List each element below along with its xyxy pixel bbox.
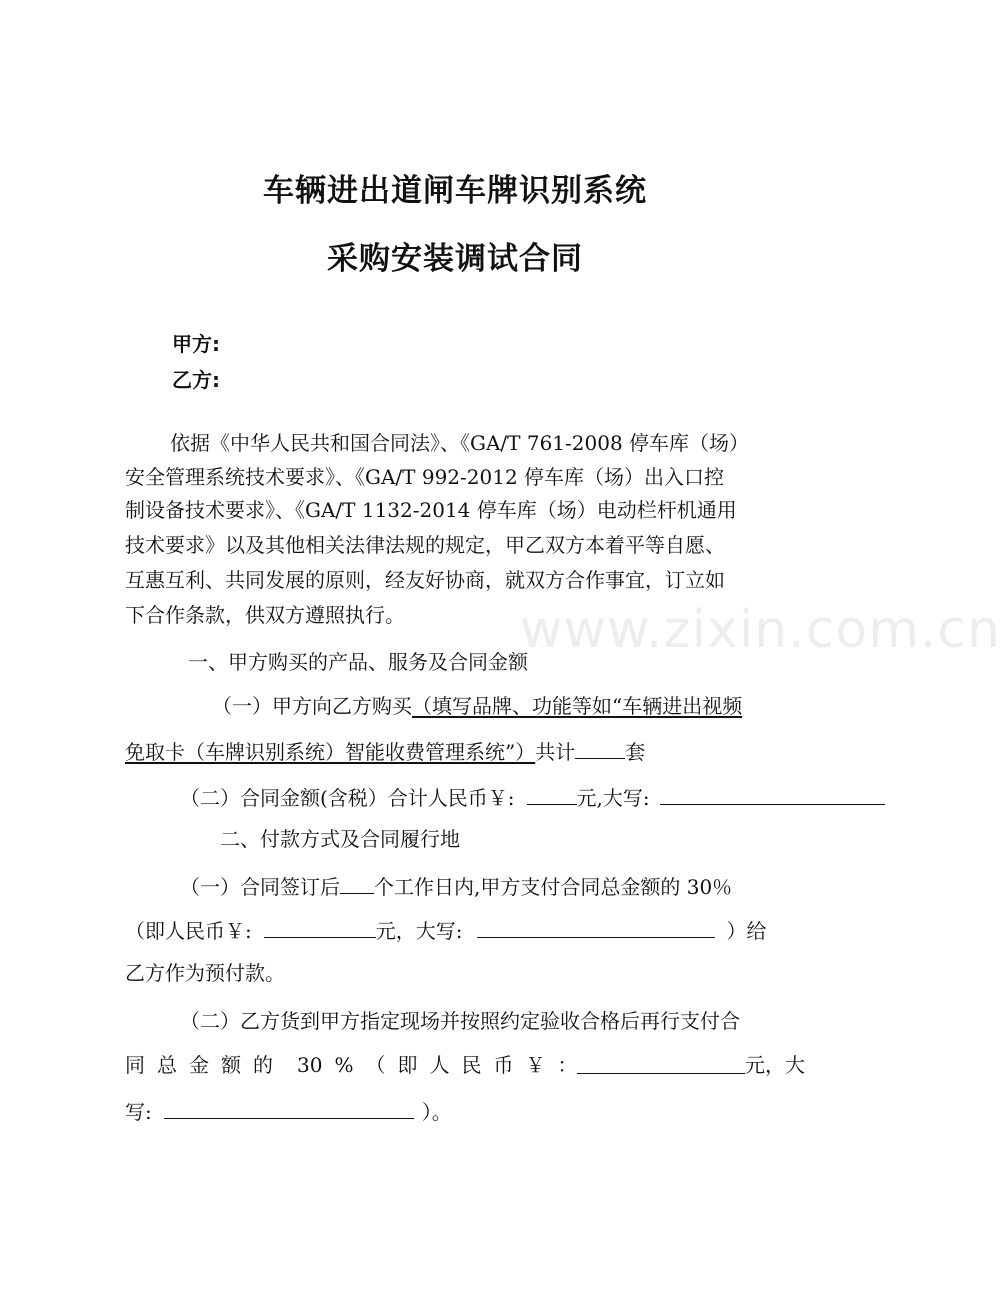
s2-item-1-close: ）给 [726, 919, 767, 943]
char-ren: 人 [429, 1053, 450, 1077]
section-1-item-1-line-2 [125, 740, 645, 762]
item-1-unit: 套 [625, 740, 646, 764]
s2-working-days-blank[interactable] [340, 875, 374, 894]
colon: ： [557, 1053, 578, 1077]
percent-value: 30 [297, 1053, 323, 1077]
section-2-heading: 二、付款方式及合同履行地 [220, 827, 460, 851]
section-2-item-1-line-2 [125, 919, 767, 941]
title-line-1: 车辆进出道闸车牌识别系统 [263, 173, 647, 209]
s2-item-2-da: 大 [785, 1053, 805, 1077]
section-2-item-2-line-3 [125, 1100, 452, 1122]
item-1-product-fill-a: （填写品牌、功能等如“车辆进出视频 [412, 694, 743, 718]
item-1-product-fill-b: 免取卡（车牌识别系统）智能收费管理系统”） [125, 740, 536, 764]
percent-sign: % [334, 1053, 354, 1077]
preamble-line-6: 下合作条款，供双方遵照执行。 [125, 603, 405, 627]
item-2-prefix: （二）合同金额(含税）合计人民币￥: [180, 786, 515, 810]
preamble-line-4: 技术要求》以及其他相关法律法规的规定，甲乙双方本着平等自愿、 [125, 533, 725, 557]
preamble-line-1: 依据《中华人民共和国合同法》、《GA/T 761-2008 停车库（场） [170, 431, 750, 455]
char-4: 额 [221, 1053, 241, 1077]
s2-item-2-close: ）。 [421, 1100, 452, 1124]
section-2-item-2-line-1: （二）乙方货到甲方指定现场并按照约定验收合格后再行支付合 [180, 1009, 740, 1033]
item-2-amount-blank[interactable] [527, 786, 577, 805]
yuan-symbol: ￥ [525, 1053, 546, 1077]
s2-item-1-rmb-label: （即人民币￥: [125, 919, 252, 943]
party-a-label: 甲方: [172, 332, 220, 356]
section-1-heading: 一、甲方购买的产品、服务及合同金额 [188, 650, 528, 674]
item-1-prefix: （一）甲方向乙方购买 [212, 694, 412, 718]
s2-item-1-prefix: （一）合同签订后 [180, 875, 340, 899]
preamble-line-5: 互惠互利、共同发展的原则，经友好协商，就双方合作事宜，订立如 [125, 568, 725, 592]
s2-item-1-suffix: 个工作日内,甲方支付合同总金额的 30％ [374, 875, 733, 899]
s2-item-2-yuan-label: 元， [745, 1053, 785, 1077]
party-b-label: 乙方: [172, 368, 220, 392]
preamble-line-3: 制设备技术要求》、《GA/T 1132-2014 停车库（场）电动栏杆机通用 [125, 498, 737, 522]
item-1-total-label: 共计 [535, 740, 576, 764]
s2-item-2-amount-blank[interactable] [577, 1055, 745, 1074]
section-1-item-1-line-1 [212, 696, 742, 716]
section-2-item-2-line-2 [125, 1055, 805, 1075]
section-2-item-1-line-3: 乙方作为预付款。 [125, 961, 285, 985]
char-3: 金 [189, 1053, 209, 1077]
section-1-item-2 [180, 786, 885, 808]
s2-item-1-amount-blank[interactable] [264, 919, 376, 938]
s2-item-2-xie-label: 写: [125, 1100, 152, 1124]
char-2: 总 [157, 1053, 177, 1077]
item-1-quantity-blank[interactable] [575, 740, 625, 759]
char-1: 同 [125, 1053, 145, 1077]
item-2-yuan-label: 元,大写: [576, 786, 650, 810]
char-5: 的 [253, 1053, 273, 1077]
title-line-2: 采购安装调试合同 [327, 241, 583, 277]
char-min: 民 [461, 1053, 482, 1077]
item-2-amount-words-blank[interactable] [660, 786, 885, 805]
section-2-item-1-line-1 [180, 875, 732, 897]
watermark: www.zixin.com.cn [520, 600, 1001, 660]
char-bi: 币 [493, 1053, 514, 1077]
s2-item-1-words-blank[interactable] [477, 919, 715, 938]
s2-item-2-words-blank[interactable] [164, 1100, 414, 1119]
char-ji: 即 [397, 1053, 418, 1077]
s2-item-1-words-label: 元，大写: [375, 919, 463, 943]
preamble-line-2: 安全管理系统技术要求》、《GA/T 992-2012 停车库（场）出入口控 [125, 465, 725, 489]
paren-open: （ [365, 1053, 386, 1077]
